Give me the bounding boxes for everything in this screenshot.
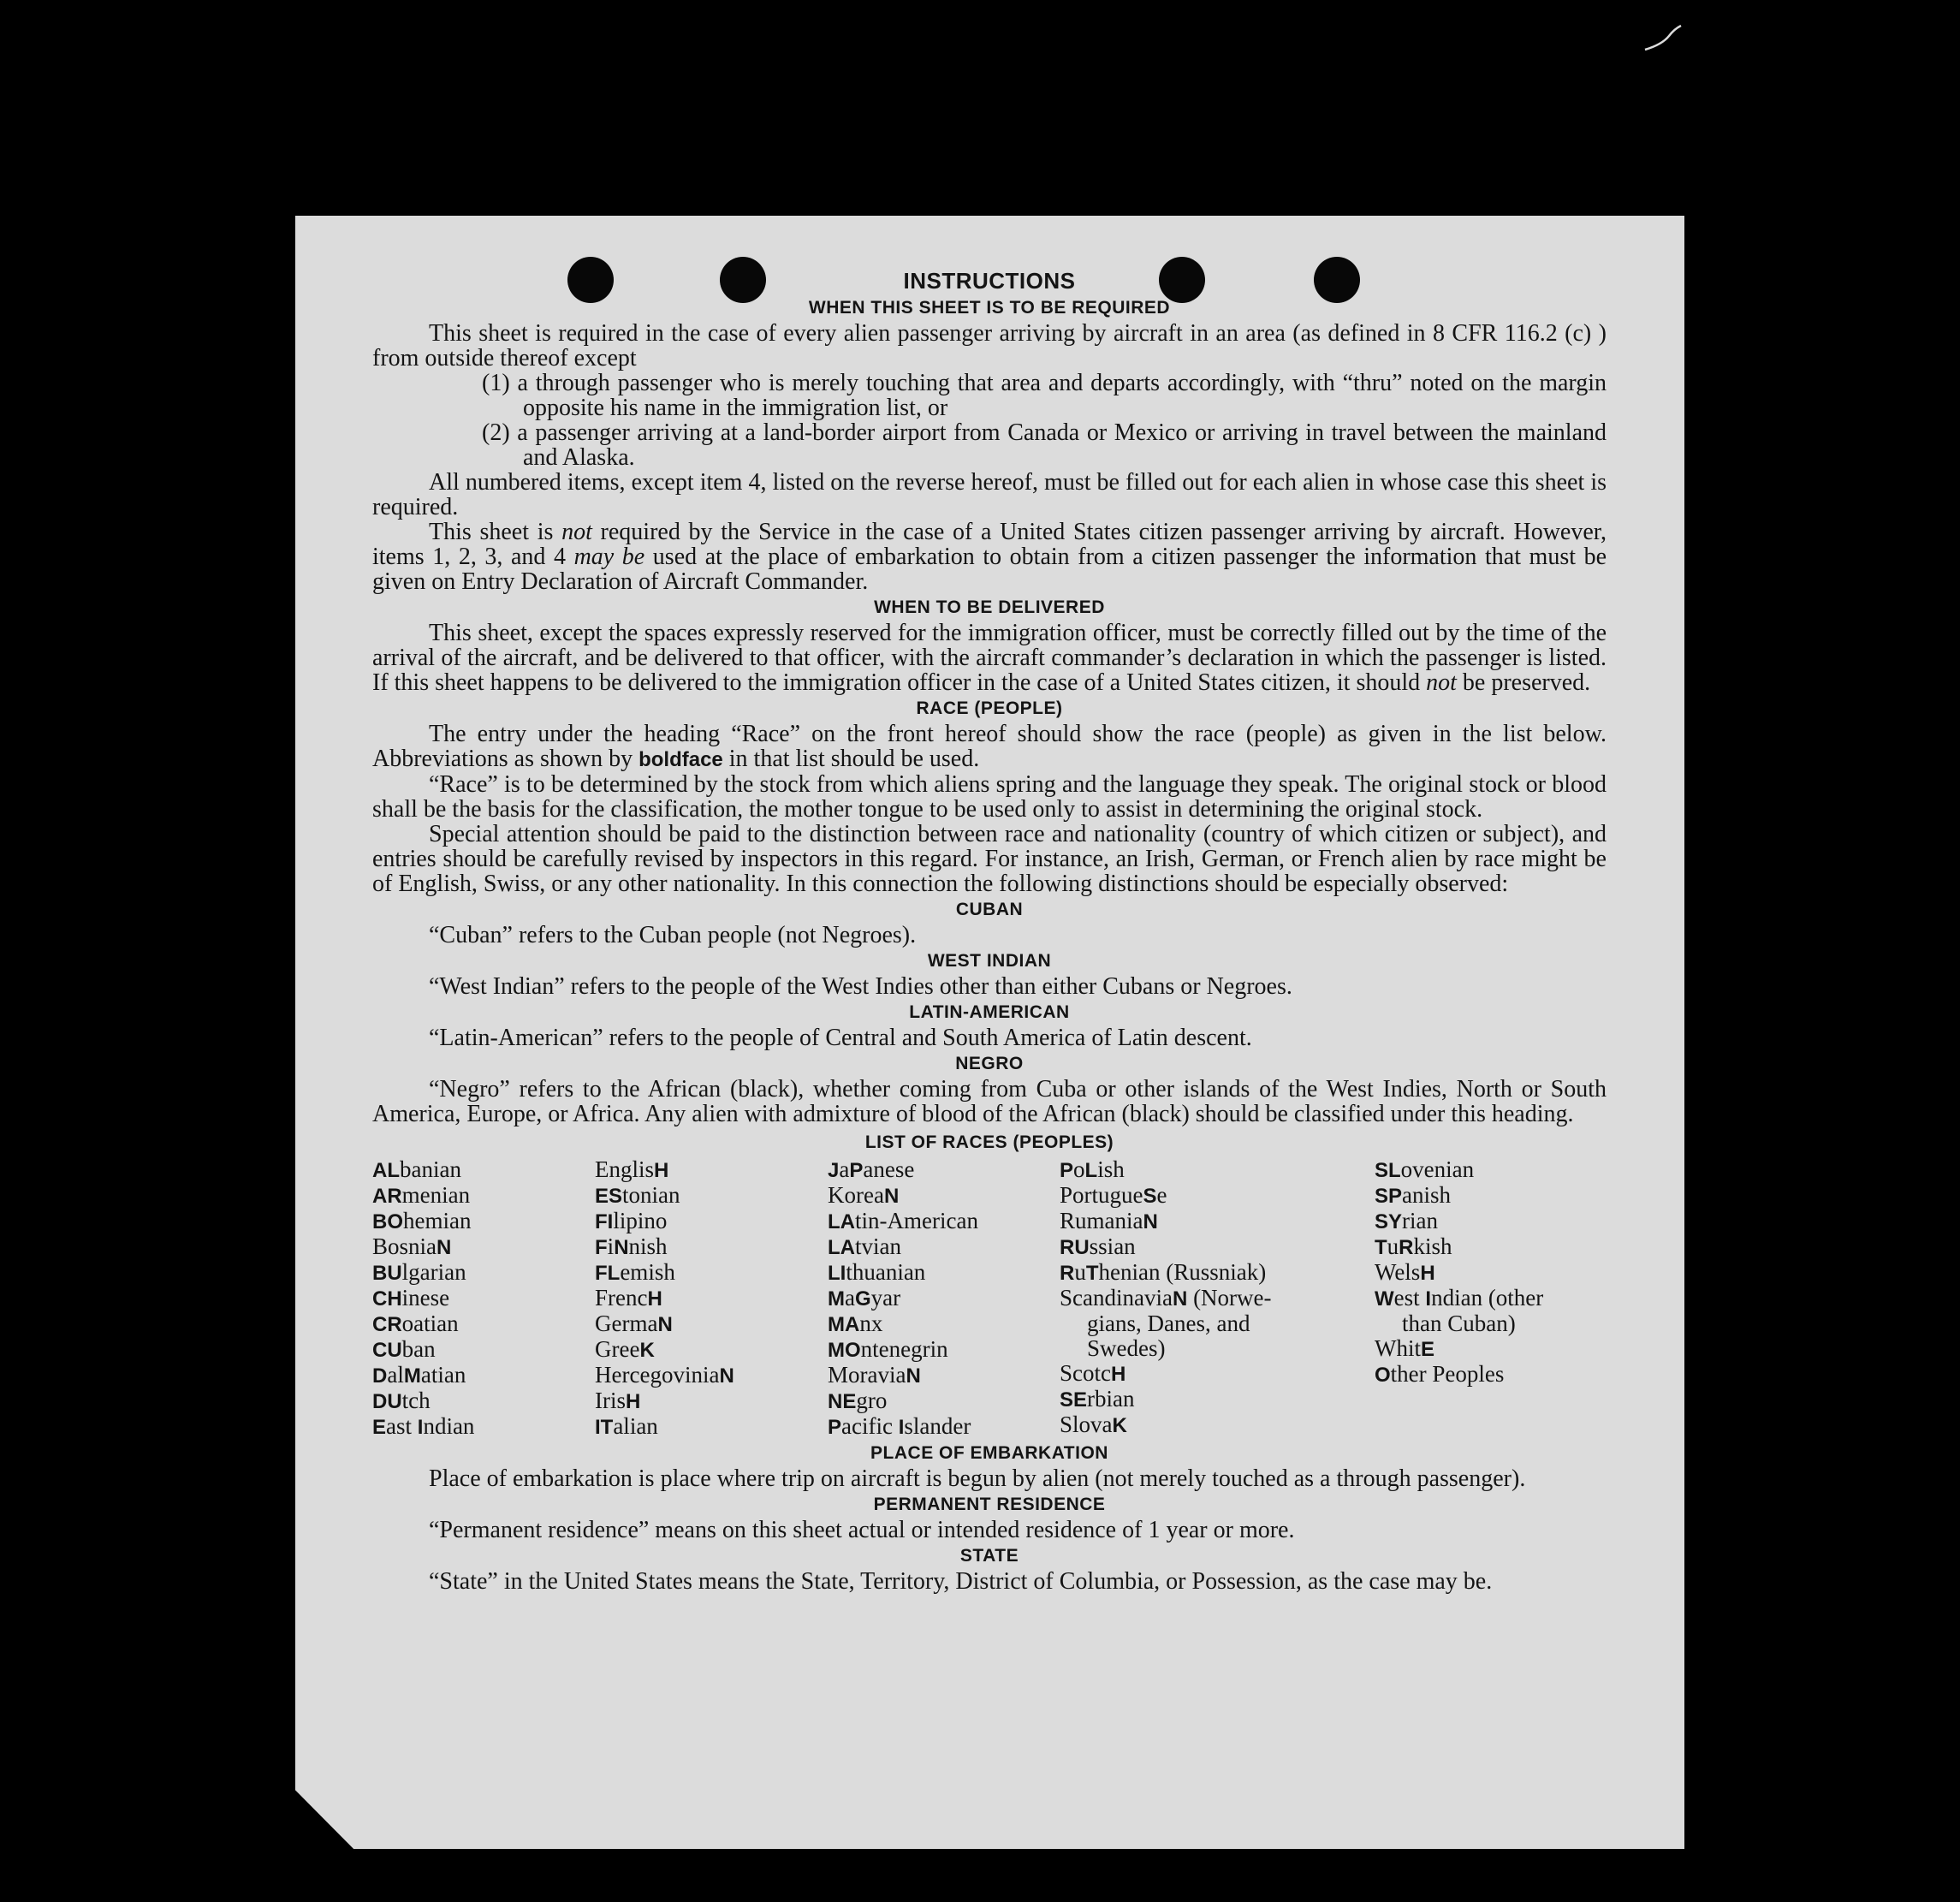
race-list [372, 1157, 1607, 1440]
race-entry: MoraviaN [828, 1362, 921, 1388]
section-heading: RACE (PEOPLE) [916, 698, 1063, 718]
race-entry: MOntenegrin [828, 1336, 948, 1362]
race-entry: ScandinaviaN (Norwe- [1060, 1285, 1272, 1311]
paragraph: This sheet is not required by the Service in the case of a United States citizen passenger arriving by aircraft. However, items 1, 2, 3, and 4 may be used at the place of embarkation to obtain from a citizen passenger the information that must be given on Entry Declaration of Aircraft Commander. [372, 519, 1607, 595]
race-entry: FIlipino [595, 1208, 668, 1233]
section-heading: WHEN TO BE DELIVERED [874, 597, 1105, 617]
race-entry: West Indian (other [1375, 1285, 1544, 1311]
race-entry: CRoatian [372, 1311, 459, 1336]
race-entry: FrencH [595, 1285, 662, 1311]
race-entry: JaPanese [828, 1156, 915, 1182]
race-entry: SlovaK [1060, 1412, 1127, 1437]
paragraph: “Negro” refers to the African (black), whether coming from Cuba or other islands of the West Indies, North or South America, Europe, or Africa. Any alien with admixture of blood of the African (black) should be classified under this heading. [372, 1076, 1607, 1127]
race-entry-continuation: Swedes) [1087, 1335, 1166, 1361]
section-heading: STATE [959, 1546, 1019, 1566]
section-heading: PLACE OF EMBARKATION [870, 1443, 1108, 1463]
race-entry: HercegoviniaN [595, 1362, 734, 1388]
race-entry: Other Peoples [1375, 1361, 1505, 1387]
list-item: (2) a passenger arriving at a land-border airport from Canada or Mexico or arriving in travel between the mainland and Alaska. [482, 419, 1607, 471]
section-heading: LATIN-AMERICAN [909, 1002, 1070, 1022]
race-entry: RuThenian (Russniak) [1060, 1259, 1267, 1285]
paragraph: The entry under the heading “Race” on the front hereof should show the race (people) as given in the list below. Abbreviations as shown by boldface in that list should be used. [372, 721, 1607, 772]
race-column [1375, 1157, 1607, 1440]
paragraph: All numbered items, except item 4, listed on the reverse hereof, must be filled out for each alien in whose case this sheet is required. [372, 469, 1607, 520]
race-entry: BosniaN [372, 1233, 452, 1259]
race-entry: RumaniaN [1060, 1208, 1158, 1233]
race-entry: ARmenian [372, 1182, 471, 1208]
race-entry: ITalian [595, 1413, 658, 1439]
race-entry: RUssian [1060, 1233, 1136, 1259]
race-entry: PortugueSe [1060, 1182, 1167, 1208]
list-item: (1) a through passenger who is merely touching that area and departs accordingly, with “thru” noted on the margin opposite his name in the immigration list, or [482, 370, 1607, 421]
race-entry: WhitE [1375, 1335, 1435, 1361]
race-entry: EnglisH [595, 1156, 669, 1182]
race-entry: EStonian [595, 1182, 680, 1208]
race-column [372, 1157, 595, 1440]
race-entry-continuation: gians, Danes, and [1087, 1311, 1250, 1336]
section-heading: NEGRO [955, 1054, 1024, 1073]
race-entry: MAnx [828, 1311, 883, 1336]
paragraph: Place of embarkation is place where trip on aircraft is begun by alien (not merely touched as a through passenger). [429, 1465, 1526, 1492]
paragraph: “Permanent residence” means on this sheet actual or intended residence of 1 year or more. [429, 1517, 1295, 1543]
paragraph: This sheet is required in the case of every alien passenger arriving by aircraft in an area (as defined in 8 CFR 116.2 (c) ) from outside thereof except [372, 320, 1607, 371]
race-entry: KoreaN [828, 1182, 900, 1208]
paragraph: “West Indian” refers to the people of the West Indies other than either Cubans or Negroes. [429, 973, 1292, 1000]
race-entry: GreeK [595, 1336, 655, 1362]
race-entry: LAtin-American [828, 1208, 978, 1233]
page-title: INSTRUCTIONS [903, 268, 1076, 294]
race-entry: FLemish [595, 1259, 675, 1285]
race-entry: MaGyar [828, 1285, 901, 1311]
instructions-body [372, 267, 1607, 1594]
paragraph: This sheet, except the spaces expressly reserved for the immigration officer, must be correctly filled out by the time of the arrival of the aircraft, and be delivered to that officer, with the aircraft commander’s declaration in which the passenger is listed. If this sheet happens to be delivered to the immigration officer in the case of a United States citizen, it should not be preserved. [372, 620, 1607, 696]
race-entry: DalMatian [372, 1362, 466, 1388]
race-entry-continuation: than Cuban) [1402, 1311, 1516, 1336]
section-heading: WHEN THIS SHEET IS TO BE REQUIRED [808, 298, 1171, 318]
race-entry: BOhemian [372, 1208, 472, 1233]
race-entry: DUtch [372, 1388, 431, 1413]
paragraph: Special attention should be paid to the distinction between race and nationality (country of which citizen or subject), and entries should be carefully revised by inspectors in this regard. For instance, an Irish, German, or French alien by race might be of English, Swiss, or any other nationality. In this connection the following distinctions should be especially observed: [372, 821, 1607, 897]
pen-mark [1643, 24, 1686, 55]
race-entry: LIthuanian [828, 1259, 926, 1285]
race-column [595, 1157, 828, 1440]
race-entry: ScotcH [1060, 1360, 1126, 1386]
race-entry: SPanish [1375, 1182, 1452, 1208]
race-entry: GermaN [595, 1311, 673, 1336]
race-entry: IrisH [595, 1388, 641, 1413]
section-heading: LIST OF RACES (PEOPLES) [864, 1132, 1114, 1152]
race-entry: NEgro [828, 1388, 888, 1413]
race-entry: WelsH [1375, 1259, 1435, 1285]
race-entry: FiNnish [595, 1233, 668, 1259]
section-heading: WEST INDIAN [927, 951, 1052, 971]
race-entry: PoLish [1060, 1156, 1125, 1182]
race-column [828, 1157, 1060, 1440]
race-entry: TuRkish [1375, 1233, 1452, 1259]
race-entry: East Indian [372, 1413, 475, 1439]
paragraph: “Race” is to be determined by the stock from which aliens spring and the language they speak. The original stock or blood shall be the basis for the classification, the mother tongue to be used only to assist in determining the original stock. [372, 771, 1607, 823]
race-entry: LAtvian [828, 1233, 901, 1259]
section-heading: CUBAN [955, 900, 1024, 919]
race-entry: Pacific Islander [828, 1413, 971, 1439]
race-entry: CHinese [372, 1285, 450, 1311]
paragraph: “State” in the United States means the State, Territory, District of Columbia, or Possession, as the case may be. [429, 1568, 1493, 1595]
paragraph: “Cuban” refers to the Cuban people (not Negroes). [429, 922, 917, 948]
race-entry: SLovenian [1375, 1156, 1475, 1182]
race-entry: SErbian [1060, 1386, 1135, 1412]
race-column [1060, 1157, 1375, 1440]
paragraph: “Latin-American” refers to the people of Central and South America of Latin descent. [429, 1025, 1252, 1051]
section-heading: PERMANENT RESIDENCE [873, 1495, 1106, 1514]
race-entry: BUlgarian [372, 1259, 466, 1285]
race-entry: CUban [372, 1336, 436, 1362]
race-entry: SYrian [1375, 1208, 1438, 1233]
race-entry: ALbanian [372, 1156, 461, 1182]
